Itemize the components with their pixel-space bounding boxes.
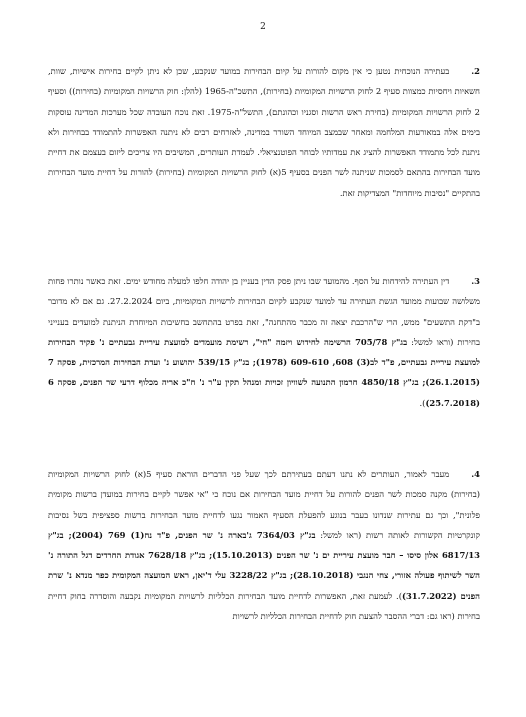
case-citations: בג"ץ 705/78 הרשימה לחידוש ויזמה "חי", רשימת מועמדים למועצת עיריית גבעתיים נ' פקיד הבחירות למועצת עיריית גבעתיים, פ"ד לב(3) 608, 609-610 (1978); בג"ץ 539/15 יהושוע נ' ועדת הבחירות המרכזית, פסקה 7 (26.1.2015); בג"ץ 4850/18 חרמון התנועה לשוויון זכויות ומנהל תקין ע"ר נ' ח"כ אריה מכלוף דרעי שר הפנים, פסקה 6 (25.7.2018)	[48, 336, 480, 408]
paragraph-number: 2.	[471, 66, 480, 76]
paragraph-text-end: ).	[419, 397, 426, 408]
case-citations: בג"ץ 7364/03 ג'בארה נ' שר הפנים, פ"ד נח(1) 769 (2004); בג"ץ 6817/13 אלון סיסו – חבר מועצת עיריית ים נ' שר הפנים (15.10.2013); בג"ץ 7628/18 אגודת החרדים דגל התורה נ' השר לשיתוף פעולה אזורי, צחי הנגבי (28.10.2018); בג"ץ 3228/22 עלי ד'יאן, ראש המועצה המקומית כפר מנדא נ' שרת הפנים (31.7.2022)	[48, 529, 480, 601]
paragraph-number: 3.	[471, 276, 480, 286]
paragraph-3	[48, 271, 480, 413]
paragraph-text-end: ). לעמעת זאת, האפשרות לדחיית מועד הבחירות הכלליות לרשויות המקומיות נקבעה והוסדרה בחוק דחיית בחירות (ראו גם: דברי ההסבר להצעת חוק לדחיית הבחירות הכלליות לרשויות	[48, 590, 480, 622]
paragraph-text: מעבר לאמור, העותרים לא נתנו דעתם בעתירתם לכך שעל פני הדברים הוראת סעיף 5(א) לחוק הרשויות המקומיות (בחירות) מקנה סמכות לשר הפנים להורות על דחיית מועד הבחירות אם נוכח כי "אי אפשר לקיים בחירות במועדן ברשות מקומית פלונית", וכך גם עתירות שנדונו בעבר בנוגע להפעלת הסעיף האמור נגעו לדחיית מועד הבחירות ברשות ספציפית בשל נסיבות קונקרטיות הקשורות לאותה רשות (ראו למשל:	[48, 469, 480, 540]
page-number: 2	[260, 22, 266, 32]
paragraph-text: בעתירה הנוכחית נטען כי אין מקום להורות על קיום הבחירות במועד שנקבע, שכן לא ניתן לקיים בחירות אישיות, שוות, חשאיות ויחסיות כמצוות סעיף 2 לחוק הרשויות המקומיות (בחירות), התשכ"ה-1965 (להלן: חוק הרשויות המקומיות (בחירות)) וסעיף 2 לחוק הרשויות המקומיות (בחירת ראש הרשות וסגניו וכהונתם), התשל"ה-1975. זאת נוכח העובדה שכל מערכות המדינה עוסקות בימים אלה במאורעות המלחמה ומאחר שבמצב המיוחד השורר במדינה, לאזרחים רבים לא ניתנה האפשרות להתמודד בבחירות ולא ניתנת לכל מתמודד האפשרות להציג את עמדותיו לבוחר הפוטנציאלי. לעמדת העותרים, המשיבים היו צריכים ליזום בעצמם את דחיית מועד הבחירות בהתאם לסמכות שניתנה לשר הפנים בסעיף 5(א) לחוק הרשויות המקומיות (בחירות) להורות על דחיית מועד הבחירות בהתקיים "נסיבות מיוחדות" המצדיקות זאת.	[48, 66, 481, 198]
paragraph-4	[48, 464, 480, 626]
paragraph-2	[48, 61, 480, 203]
paragraph-number: 4.	[471, 469, 480, 479]
paragraph-text: דין העתירה להידחות על הסף. מהמועד שבו ניתן פסק הדין בעניין בן יהודה חלפו למעלה מחודש ימים. זאת כאשר נותרו פחות משלושה שבועות ממועד הגשת העתירה עד למועד שנקבע לקיום הבחירות לרשויות המקומיות, ביום 27.2.2024. גם אם לא מדובר ב"דקת התשעים" ממש, הרי ש"הרכבת יצאה זה מכבר מהתחנה", זאת בפרט בהתחשב בחשיבות המיוחדת הניתנת למועדים בענייני בחירות (וראו למשל:	[48, 276, 480, 347]
